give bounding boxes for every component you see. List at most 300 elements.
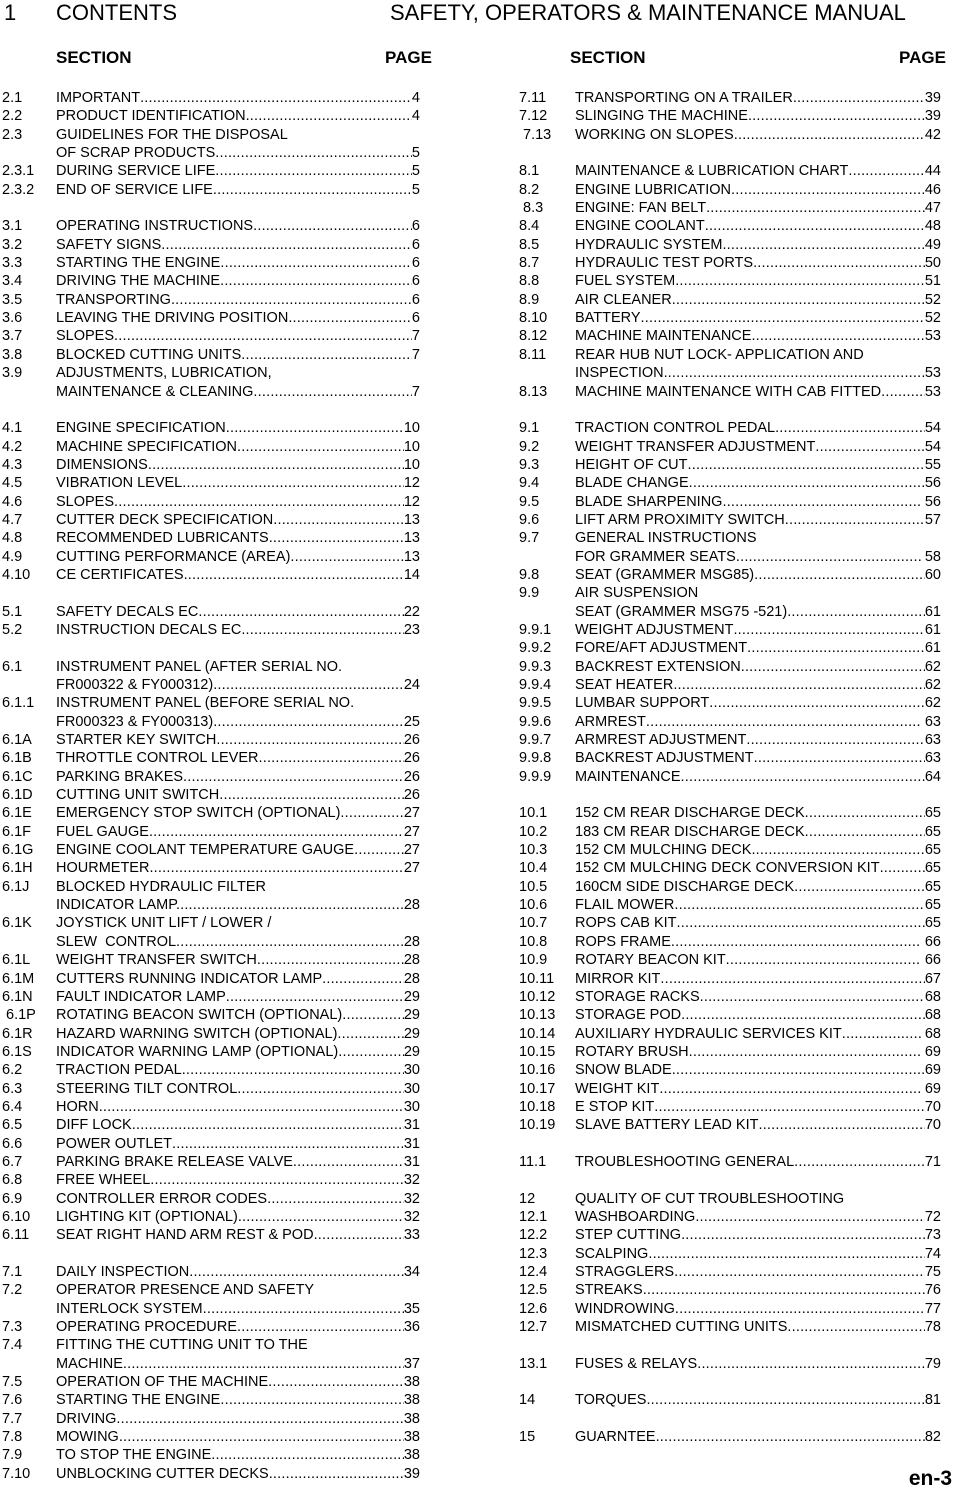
section-number: 6.5: [2, 1117, 23, 1134]
section-title-line: [575, 694, 941, 712]
section-title-line: [56, 1135, 420, 1153]
toc-entry: [2, 272, 420, 290]
page-title: CONTENTS: [56, 0, 177, 25]
toc-entry-body: [56, 970, 420, 988]
section-title: SEAT HEATER: [575, 677, 674, 693]
toc-entry: [519, 768, 941, 786]
section-title-line: [56, 713, 420, 731]
toc-entry-body: [56, 548, 420, 566]
toc-entry: [2, 1391, 420, 1409]
section-number: 7.13: [519, 126, 552, 143]
page-number-ref: 22: [403, 603, 420, 620]
toc-entry: [2, 823, 420, 841]
section-title-line: [56, 1355, 420, 1373]
section-number: 6.1L: [2, 952, 31, 969]
section-title: DAILY INSPECTION: [56, 1264, 190, 1280]
section-title-line: [575, 474, 941, 492]
toc-entry-body: [56, 254, 420, 272]
section-title-line: [56, 603, 420, 621]
section-title-line: [575, 511, 941, 529]
section-title-line: [56, 676, 420, 694]
section-title: LIFT ARM PROXIMITY SWITCH: [575, 511, 785, 528]
section-number: 3.7: [2, 328, 23, 345]
section-title: MIRROR KIT: [575, 970, 661, 987]
page-number-ref: 10: [403, 456, 420, 473]
toc-entry-body: [575, 493, 941, 511]
toc-entry: [519, 676, 941, 694]
section-number: 2.3.2: [2, 181, 35, 198]
dot-leader: [880, 859, 925, 877]
dot-leader: [646, 1391, 924, 1409]
page-number-ref: 60: [924, 566, 941, 583]
section-title-line: [56, 1116, 420, 1134]
section-title: PRODUCT IDENTIFICATION: [56, 108, 246, 125]
section-title: ROTATING BEACON SWITCH (OPTIONAL): [56, 1007, 343, 1024]
toc-entry: [2, 1428, 420, 1446]
toc-entry-body: [575, 951, 941, 969]
dot-leader: [754, 749, 925, 767]
section-title-line: [575, 364, 941, 382]
dot-leader: [241, 346, 412, 364]
section-number: 10.11: [519, 970, 555, 987]
section-title-line: [56, 841, 420, 859]
section-title-line: [575, 199, 941, 217]
manual-title: SAFETY, OPERATORS & MAINTENANCE MANUAL: [390, 0, 906, 25]
section-title: FORE/AFT ADJUSTMENT: [575, 640, 748, 657]
page-number-ref: 26: [403, 787, 420, 804]
section-number: 10.4: [519, 860, 548, 877]
section-number: 15: [519, 1429, 536, 1446]
dot-leader: [722, 236, 924, 254]
toc-entry: [2, 1446, 420, 1464]
toc-entry: [519, 896, 941, 914]
page-number-ref: 5: [411, 181, 420, 198]
section-number: 3.2: [2, 236, 23, 253]
section-title-line: [56, 621, 420, 639]
section-number: 2.1: [2, 90, 23, 106]
dot-leader: [656, 1428, 925, 1446]
toc-entry: [2, 1006, 420, 1024]
section-title: MACHINE MAINTENANCE WITH CAB FITTED: [575, 383, 882, 400]
toc-entry: [519, 1098, 941, 1116]
section-number: 12: [519, 1190, 536, 1207]
page-number-ref: 30: [403, 1080, 420, 1097]
dot-leader: [654, 1098, 925, 1116]
dot-leader: [674, 896, 924, 914]
toc-entry: [2, 346, 420, 364]
toc-entry-body: [56, 511, 420, 529]
section-number: 10.8: [519, 933, 548, 950]
toc-entry: [519, 1153, 941, 1171]
section-title-line: [56, 566, 420, 584]
toc-entry-body: [56, 474, 420, 492]
section-title: BLADE SHARPENING: [575, 493, 723, 510]
toc-entry-body: [575, 1043, 941, 1061]
section-title-line: [56, 859, 420, 877]
section-title: STREAKS: [575, 1282, 643, 1299]
section-title-line: [56, 786, 420, 804]
toc-entry-body: [575, 199, 941, 217]
dot-leader: [237, 438, 404, 456]
page-number-ref: 77: [924, 1300, 941, 1317]
section-number: 12.7: [519, 1319, 548, 1336]
section-title-line: [56, 768, 420, 786]
dot-leader: [675, 1300, 925, 1318]
toc-entry: [519, 199, 941, 217]
page-number-ref: 32: [403, 1190, 420, 1207]
page-number-ref: 82: [924, 1429, 941, 1446]
section-number: 9.9.3: [519, 658, 552, 675]
section-title: WEIGHT TRANSFER SWITCH: [56, 952, 257, 969]
toc-entry-body: [56, 438, 420, 456]
section-title-line: [575, 1061, 941, 1079]
section-title-line: [56, 217, 420, 235]
section-number: 6.1H: [2, 860, 33, 877]
section-title-line: [575, 749, 941, 767]
dot-leader: [149, 859, 403, 877]
section-title: INDICATOR LAMP.: [56, 897, 181, 914]
section-title-line: [56, 1263, 420, 1281]
section-title: EMERGENCY STOP SWITCH (OPTIONAL): [56, 805, 341, 822]
dot-leader: [338, 1043, 404, 1061]
toc-entry-body: [575, 327, 941, 345]
dot-leader: [342, 1006, 404, 1024]
section-title-line: [575, 731, 941, 749]
toc-entry-body: [575, 584, 941, 621]
page-number-ref: 74: [924, 1245, 941, 1262]
dot-leader: [176, 933, 404, 951]
toc-entry-body: [575, 529, 941, 566]
section-title-line: [575, 1006, 941, 1024]
section-number: 4.9: [2, 548, 23, 565]
section-number: 4.3: [2, 456, 23, 473]
section-title: TRACTION CONTROL PEDAL: [575, 420, 776, 437]
section-title: SLINGING THE MACHINE: [575, 108, 748, 125]
section-number: 5.1: [2, 603, 23, 620]
toc-entry-body: [56, 529, 420, 547]
section-title: CE CERTIFICATES: [56, 566, 184, 583]
page-number-ref: 44: [924, 163, 941, 180]
dot-leader: [672, 1061, 925, 1079]
page-number-ref: 5: [411, 163, 420, 180]
page-number-ref: 30: [403, 1062, 420, 1079]
section-number: 7.8: [2, 1429, 23, 1446]
section-title: TRANSPORTING: [56, 291, 171, 308]
toc-entry-body: [575, 236, 941, 254]
page-number-ref: 63: [924, 750, 941, 767]
dot-leader: [269, 529, 404, 547]
toc-entry-body: [56, 878, 420, 915]
toc-entry: [519, 272, 941, 290]
dot-leader: [793, 89, 925, 107]
page-number-ref: 28: [403, 933, 420, 950]
section-title-line: [575, 658, 941, 676]
toc-entry-body: [56, 1098, 420, 1116]
section-number: 4.7: [2, 511, 23, 528]
section-title-line: [575, 309, 941, 327]
dot-leader: [322, 970, 404, 988]
toc-entry: [519, 1006, 941, 1024]
toc-entry-body: [56, 1080, 420, 1098]
section-number: 9.9.5: [519, 695, 552, 712]
toc-entry: [519, 566, 941, 584]
section-number: 10.3: [519, 842, 548, 859]
section-title: SNOW BLADE: [575, 1062, 672, 1079]
section-title: CUTTERS RUNNING INDICATOR LAMP: [56, 970, 323, 987]
section-number: 7.11: [519, 90, 547, 106]
toc-entry: [519, 254, 941, 272]
section-title-line: [56, 1025, 420, 1043]
toc-entry-body: [56, 1465, 420, 1483]
toc-entry: [2, 1153, 420, 1171]
toc-entry-body: [56, 914, 420, 951]
section-number: 10.18: [519, 1098, 556, 1115]
dot-leader: [237, 1318, 404, 1336]
page-number-ref: 46: [924, 181, 941, 198]
dot-leader: [161, 236, 412, 254]
dot-leader: [641, 309, 925, 327]
dot-leader: [758, 1116, 924, 1134]
page-number-ref: 10: [403, 438, 420, 455]
dot-leader: [290, 548, 403, 566]
dot-leader: [689, 474, 925, 492]
dot-leader: [267, 1190, 404, 1208]
section-title-line: [575, 768, 941, 786]
toc-entry-body: [575, 841, 941, 859]
section-title: DRIVING: [56, 1410, 117, 1427]
section-title: TO STOP THE ENGINE: [56, 1447, 212, 1464]
toc-entry: [519, 749, 941, 767]
toc-entry: [2, 364, 420, 401]
dot-leader: [775, 419, 925, 437]
toc-entry-body: [56, 1336, 420, 1373]
section-number: 7.2: [2, 1282, 23, 1299]
section-number: 12.5: [519, 1282, 548, 1299]
section-title-line: [575, 804, 941, 822]
section-number: 10.12: [519, 988, 556, 1005]
toc-entry-body: [575, 272, 941, 290]
page-number-ref: 38: [403, 1429, 420, 1446]
section-title-line: [575, 676, 941, 694]
chapter-number: 1: [4, 0, 17, 25]
toc-entry-body: [56, 162, 420, 180]
dot-leader: [754, 566, 925, 584]
dot-leader: [150, 1171, 404, 1189]
toc-entry-body: [575, 1226, 941, 1244]
toc-entry-body: [56, 217, 420, 235]
section-title-line: [575, 639, 941, 657]
toc-entry-body: [575, 1098, 941, 1116]
toc-entry-body: [56, 768, 420, 786]
section-number: 9.9.8: [519, 750, 552, 767]
toc-entry-body: [575, 1080, 941, 1098]
section-number: 6.3: [2, 1080, 23, 1097]
section-title-line: [575, 1153, 941, 1171]
page-number-ref: 65: [924, 805, 941, 822]
section-title-line: [56, 1410, 420, 1428]
page-number-ref: 6: [411, 255, 420, 272]
section-title: ENGINE COOLANT TEMPERATURE GAUGE: [56, 842, 355, 859]
section-title: TORQUES: [575, 1392, 647, 1409]
section-number: 12.1: [519, 1208, 548, 1225]
toc-entry-body: [56, 107, 420, 125]
section-number: 12.2: [519, 1227, 548, 1244]
section-number: 7.4: [2, 1337, 23, 1354]
section-number: 9.2: [519, 438, 540, 455]
toc-entry: [519, 1318, 941, 1336]
toc-entry-body: [56, 786, 420, 804]
section-title-line: [56, 1006, 420, 1024]
section-title: WASHBOARDING: [575, 1208, 696, 1225]
section-number: 8.13: [519, 383, 548, 400]
page-number-ref: 65: [924, 878, 941, 895]
toc-entry: [2, 786, 420, 804]
section-number: 12.4: [519, 1264, 548, 1280]
dot-leader: [220, 1391, 404, 1409]
section-title: CUTTER DECK SPECIFICATION: [56, 511, 274, 528]
page-number-ref: 30: [403, 1098, 420, 1115]
page-number-ref: 36: [403, 1319, 420, 1336]
toc-entry-body: [575, 89, 941, 107]
page-number-ref: 65: [924, 842, 941, 859]
toc-entry: [2, 1263, 420, 1281]
toc-entry: [2, 493, 420, 511]
toc-entry-body: [575, 107, 941, 125]
section-title-line: [575, 419, 941, 437]
section-title-line: [56, 456, 420, 474]
section-number: 7.3: [2, 1319, 23, 1336]
section-title-line: INSTRUMENT PANEL (AFTER SERIAL NO.: [56, 658, 343, 675]
section-title-line: [575, 254, 941, 272]
right-section-header: SECTION: [570, 48, 646, 67]
section-title: IMPORTANT: [56, 90, 141, 106]
toc-entry-body: [575, 823, 941, 841]
toc-entry-body: [575, 639, 941, 657]
toc-entry-body: [56, 731, 420, 749]
section-title-line: JOYSTICK UNIT LIFT / LOWER /: [56, 915, 272, 932]
section-number: 10.15: [519, 1043, 556, 1060]
dot-leader: [700, 988, 925, 1006]
toc-entry-body: [56, 804, 420, 822]
section-title: HYDRAULIC TEST PORTS: [575, 255, 754, 272]
toc-entry-body: [575, 1190, 941, 1208]
section-title: QUALITY OF CUT TROUBLESHOOTING: [575, 1190, 845, 1207]
section-title: DIFF LOCK: [56, 1117, 132, 1134]
page-number-ref: 38: [403, 1392, 420, 1409]
section-title: PARKING BRAKE RELEASE VALVE: [56, 1153, 293, 1170]
section-title-line: [575, 1208, 941, 1226]
page-number-ref: 66: [920, 933, 941, 950]
section-title-line: [575, 107, 941, 125]
section-title: END OF SERVICE LIFE: [56, 181, 213, 198]
section-title-line: [56, 548, 420, 566]
section-number: 10.19: [519, 1117, 556, 1134]
section-number: 3.9: [2, 365, 23, 382]
toc-entry-body: [56, 1006, 420, 1024]
section-title-line: [56, 951, 420, 969]
toc-entry: [2, 1465, 420, 1483]
toc-entry: [519, 181, 941, 199]
toc-entry: [519, 639, 941, 657]
toc-entry: [2, 217, 420, 235]
dot-leader: [751, 841, 924, 859]
dot-leader: [149, 823, 404, 841]
toc-entry: [2, 254, 420, 272]
section-title-line: [56, 731, 420, 749]
section-title: HORN: [56, 1098, 99, 1115]
section-number: 4.1: [2, 420, 23, 437]
dot-leader: [741, 658, 925, 676]
toc-entry: [519, 1281, 941, 1299]
section-title-line: [56, 419, 420, 437]
page-number-ref: 65: [924, 915, 941, 932]
section-number: 9.9.9: [519, 768, 552, 785]
section-number: 3.1: [2, 218, 23, 235]
page-number-ref: 27: [403, 823, 420, 840]
dot-leader: [695, 1208, 925, 1226]
section-title: SLOPES: [56, 493, 115, 510]
section-number: 9.8: [519, 566, 540, 583]
section-title-line: [575, 1226, 941, 1244]
section-number: 3.5: [2, 291, 23, 308]
section-title-line: [575, 1318, 941, 1336]
section-number: 3.3: [2, 255, 23, 272]
page-number: en-3: [908, 1467, 952, 1490]
toc-entry: [519, 804, 941, 822]
section-title-line: [575, 896, 941, 914]
toc-entry-body: [575, 988, 941, 1006]
page-number-ref: 13: [403, 530, 420, 547]
section-title: BACKREST EXTENSION: [575, 658, 741, 675]
section-title: THROTTLE CONTROL LEVER: [56, 750, 259, 767]
section-title: DRIVING THE MACHINE: [56, 273, 221, 290]
toc-entry-body: [575, 474, 941, 492]
page-number-ref: 62: [924, 677, 941, 693]
toc-entry: [519, 951, 941, 969]
page-number-ref: 39: [403, 1465, 420, 1482]
page-number-ref: 6: [411, 310, 420, 327]
toc-entry: [519, 1080, 941, 1098]
toc-entry: [519, 713, 941, 731]
section-title: WEIGHT TRANSFER ADJUSTMENT: [575, 438, 816, 455]
section-title-line: [56, 1080, 420, 1098]
section-title-line: [56, 144, 420, 162]
section-title-line: GENERAL INSTRUCTIONS: [575, 530, 757, 547]
toc-entry: [519, 1208, 941, 1226]
toc-entry-body: [575, 1428, 941, 1446]
section-title-line: [56, 89, 420, 107]
toc-entry: [2, 181, 420, 199]
section-title: FAULT INDICATOR LAMP: [56, 988, 226, 1005]
section-number: 2.3: [2, 126, 23, 143]
toc-entry: [2, 419, 420, 437]
section-title-line: [575, 181, 941, 199]
page-number-ref: 27: [403, 805, 420, 822]
section-title-line: [56, 1153, 420, 1171]
section-title: STARTER KEY SWITCH: [56, 732, 217, 749]
page-number-ref: 10: [403, 420, 420, 437]
dot-leader: [672, 291, 925, 309]
page-number-ref: 70: [924, 1098, 941, 1115]
dot-leader: [314, 1226, 404, 1244]
page-number-ref: 6: [411, 218, 420, 235]
dot-leader: [237, 1080, 404, 1098]
dot-leader: [213, 713, 404, 731]
toc-entry-body: [575, 621, 941, 639]
section-title-line: [56, 254, 420, 272]
section-title-line: [575, 1391, 941, 1409]
dot-leader: [674, 1263, 925, 1281]
